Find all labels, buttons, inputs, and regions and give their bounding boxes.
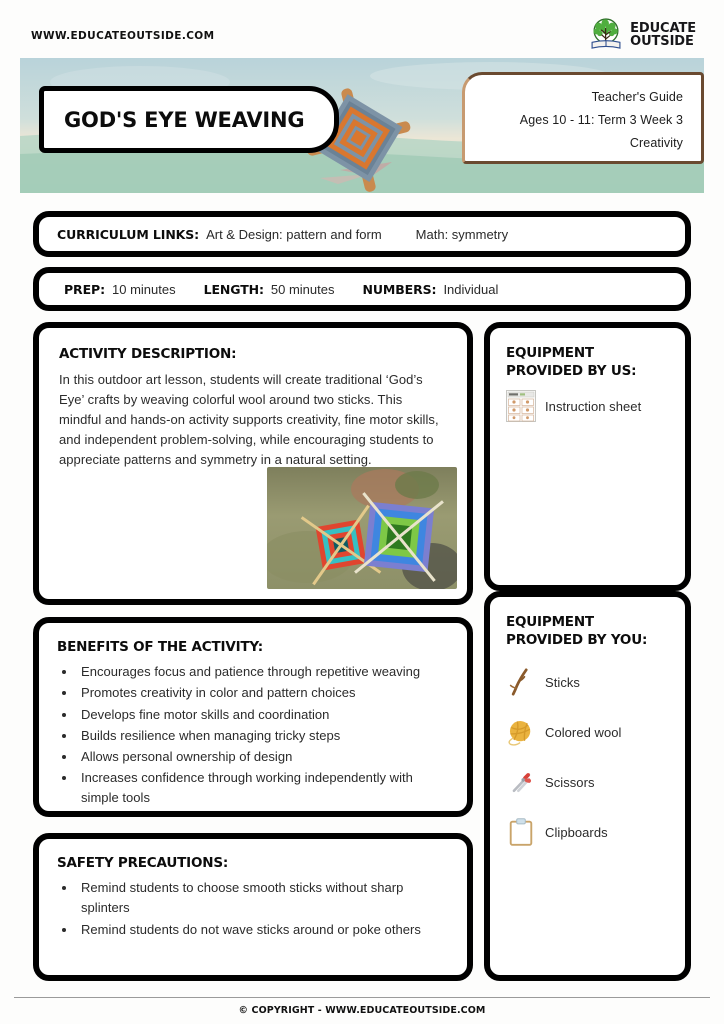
brand-wordmark [630, 22, 696, 48]
benefits-card [33, 617, 473, 817]
list-item [506, 390, 671, 422]
hero-meta-plate [462, 72, 704, 164]
list-item [506, 715, 671, 749]
list-item [506, 665, 671, 699]
equipment-you-item-label: Sticks [545, 674, 580, 690]
safety-precautions-card [33, 833, 473, 981]
brand-line-1: EDUCATE [630, 21, 696, 36]
instruction-sheet-icon [506, 390, 536, 422]
numbers-label: NUMBERS: [362, 281, 437, 297]
equipment-you-item-label: Clipboards [545, 824, 608, 840]
activity-description-text: In this outdoor art lesson, students will create traditional ‘God’s Eye’ crafts by weaving colorful wool around two sticks. This mindful and hands-on activity supports creativity, fine motor skills, and independent problem-solving, while encouraging students to appreciate patterns and symmetry in a natural setting. [59, 372, 439, 467]
equipment-you-item-label: Colored wool [545, 724, 622, 740]
footer-copyright: © COPYRIGHT - WWW.EDUCATEOUTSIDE.COM [238, 1005, 486, 1016]
curriculum-value-art: Art & Design: pattern and form [206, 226, 382, 242]
page-title: GOD'S EYE WEAVING [64, 107, 305, 132]
site-url: WWW.EDUCATEOUTSIDE.COM [31, 30, 215, 42]
list-item: • Increases confidence through working independently with simple tools [77, 768, 449, 808]
equipment-provided-by-us-card [484, 322, 691, 591]
list-item: • Develops fine motor skills and coordination [77, 705, 449, 725]
equipment-us-title-line2: PROVIDED BY US: [506, 363, 637, 380]
hero-meta-guide: Teacher's Guide [591, 90, 683, 104]
footer-divider [14, 997, 710, 998]
equipment-you-item-label: Scissors [545, 774, 595, 790]
length-label: LENGTH: [203, 281, 264, 297]
activity-description-card [33, 322, 473, 605]
equipment-us-title-line1: EQUIPMENT [506, 345, 594, 361]
list-item: • Remind students do not wave sticks around or poke others [77, 920, 449, 940]
equipment-you-title-line2: PROVIDED BY YOU: [506, 632, 648, 649]
hero-meta-subject: Creativity [629, 136, 683, 151]
equipment-us-item-label: Instruction sheet [545, 398, 642, 414]
equipment-us-list [506, 390, 671, 422]
curriculum-links-card [33, 211, 691, 257]
benefits-list [77, 662, 449, 808]
brand-line-2: OUTSIDE [630, 34, 694, 49]
yarn-ball-icon [506, 715, 536, 749]
curriculum-value-math: Math: symmetry [415, 226, 509, 242]
list-item: • Allows personal ownership of design [77, 747, 449, 767]
clipboard-icon [506, 815, 536, 849]
activity-description-title: ACTIVITY DESCRIPTION: [59, 346, 237, 362]
activity-photo [267, 467, 457, 589]
list-item [506, 765, 671, 799]
benefits-title: BENEFITS OF THE ACTIVITY: [57, 639, 264, 655]
list-item: • Remind students to choose smooth sticks without sharp splinters [77, 878, 449, 918]
length-value: 50 minutes [270, 281, 335, 297]
prep-label: PREP: [64, 281, 105, 297]
list-item [506, 815, 671, 849]
equipment-provided-by-you-card [484, 591, 691, 981]
prep-value: 10 minutes [112, 281, 176, 297]
list-item: • Builds resilience when managing tricky steps [77, 726, 449, 746]
curriculum-links-label: CURRICULUM LINKS: [57, 226, 200, 242]
safety-title: SAFETY PRECAUTIONS: [57, 855, 229, 871]
stick-icon [506, 665, 536, 699]
gods-eye-weavings-photo-image [267, 467, 457, 589]
list-item: • Promotes creativity in color and pattern choices [77, 683, 449, 703]
safety-list [77, 878, 449, 939]
hero-meta-ages-term: Ages 10 - 11: Term 3 Week 3 [519, 113, 683, 128]
brand-logo [588, 17, 696, 53]
equipment-you-list [506, 665, 671, 849]
list-item: • Encourages focus and patience through repetitive weaving [77, 662, 449, 682]
scissors-icon [506, 765, 536, 799]
equipment-you-title-line1: EQUIPMENT [506, 614, 594, 630]
logistics-card [33, 267, 691, 311]
tree-book-logo-icon [588, 17, 624, 53]
hero-title-plate [39, 86, 339, 153]
page-header [0, 0, 724, 58]
numbers-value: Individual [443, 281, 499, 297]
hero-banner [20, 58, 704, 193]
